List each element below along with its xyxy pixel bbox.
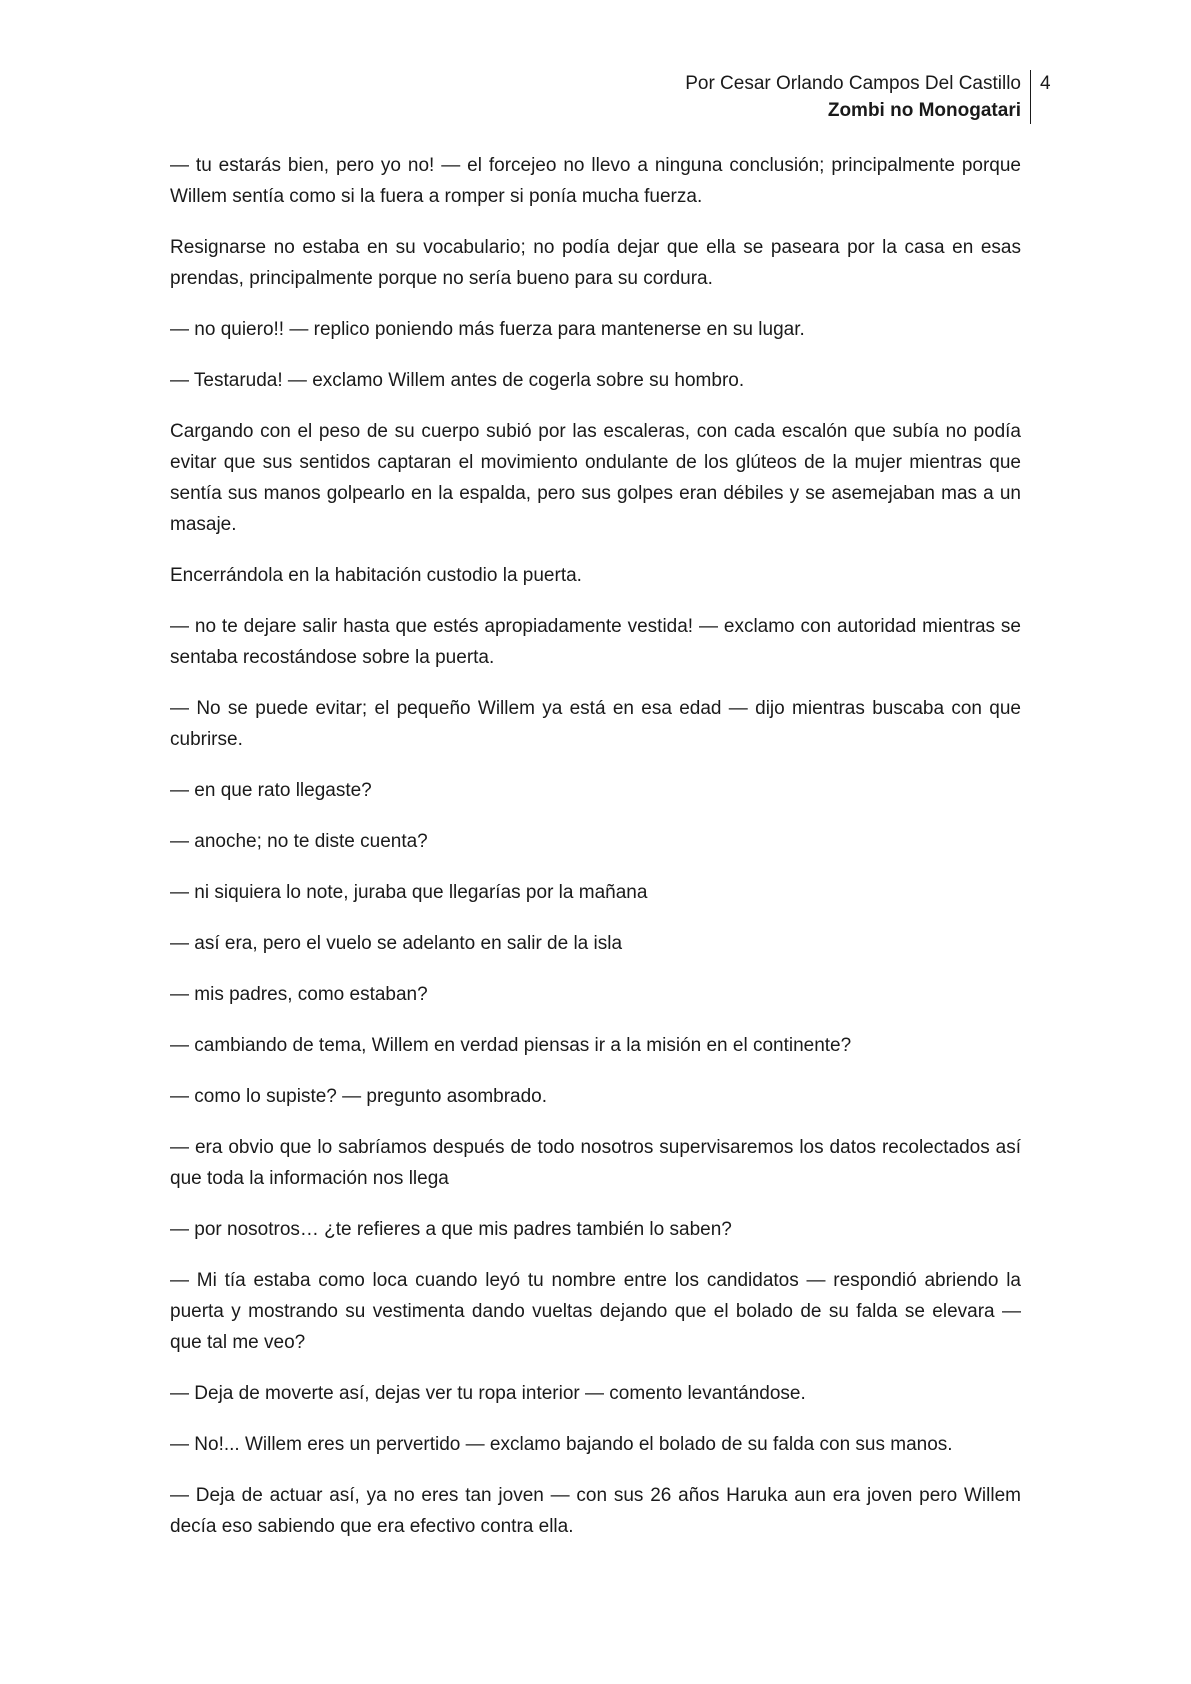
page-header bbox=[600, 70, 1021, 124]
paragraph: — No se puede evitar; el pequeño Willem ya está en esa edad — dijo mientras buscaba con que cubrirse. bbox=[170, 698, 1021, 750]
paragraph: — No!... Willem eres un pervertido — exclamo bajando el bolado de su falda con sus manos. bbox=[170, 1434, 953, 1455]
header-title: Zombi no Monogatari bbox=[827, 100, 1021, 121]
body-text bbox=[170, 150, 1021, 1562]
paragraph: — mis padres, como estaban? bbox=[170, 984, 428, 1005]
paragraph: — no te dejare salir hasta que estés apropiadamente vestida! — exclamo con autoridad mientras se sentaba recostándose sobre la puerta. bbox=[170, 616, 1021, 668]
paragraph: — anoche; no te diste cuenta? bbox=[170, 831, 428, 852]
paragraph: — así era, pero el vuelo se adelanto en salir de la isla bbox=[170, 933, 623, 954]
paragraph: Encerrándola en la habitación custodio la puerta. bbox=[170, 565, 582, 586]
paragraph: — Deja de moverte así, dejas ver tu ropa interior — comento levantándose. bbox=[170, 1383, 806, 1404]
paragraph: Resignarse no estaba en su vocabulario; no podía dejar que ella se paseara por la casa en esas prendas, principalmente porque no sería bueno para su cordura. bbox=[170, 237, 1021, 289]
paragraph: — era obvio que lo sabríamos después de todo nosotros supervisaremos los datos recolectados así que toda la información nos llega bbox=[170, 1137, 1021, 1189]
paragraph: — ni siquiera lo note, juraba que llegarías por la mañana bbox=[170, 882, 648, 903]
page-number: 4 bbox=[1040, 73, 1051, 94]
paragraph: — Testaruda! — exclamo Willem antes de cogerla sobre su hombro. bbox=[170, 370, 745, 391]
paragraph: — cambiando de tema, Willem en verdad piensas ir a la misión en el continente? bbox=[170, 1035, 852, 1056]
paragraph: — Deja de actuar así, ya no eres tan joven — con sus 26 años Haruka aun era joven pero Willem decía eso sabiendo que era efectivo contra ella. bbox=[170, 1485, 1021, 1537]
paragraph: — Mi tía estaba como loca cuando leyó tu nombre entre los candidatos — respondió abriendo la puerta y mostrando su vestimenta dando vueltas dejando que el bolado de su falda se elevara — que tal me veo? bbox=[170, 1270, 1021, 1353]
paragraph: Cargando con el peso de su cuerpo subió por las escaleras, con cada escalón que subía no podía evitar que sus sentidos captaran el movimiento ondulante de los glúteos de la mujer mientras que sentía sus manos golpearlo en la espalda, pero sus golpes eran débiles y se asemejaban mas a un masaje. bbox=[170, 421, 1021, 535]
paragraph: — por nosotros… ¿te refieres a que mis padres también lo saben? bbox=[170, 1219, 732, 1240]
paragraph: — no quiero!! — replico poniendo más fuerza para mantenerse en su lugar. bbox=[170, 319, 805, 340]
paragraph: — tu estarás bien, pero yo no! — el forcejeo no llevo a ninguna conclusión; principalmente porque Willem sentía como si la fuera a romper si ponía mucha fuerza. bbox=[170, 155, 1021, 207]
header-divider bbox=[1030, 70, 1031, 124]
header-author: Por Cesar Orlando Campos Del Castillo bbox=[685, 73, 1021, 94]
paragraph: — en que rato llegaste? bbox=[170, 780, 372, 801]
paragraph: — como lo supiste? — pregunto asombrado. bbox=[170, 1086, 548, 1107]
